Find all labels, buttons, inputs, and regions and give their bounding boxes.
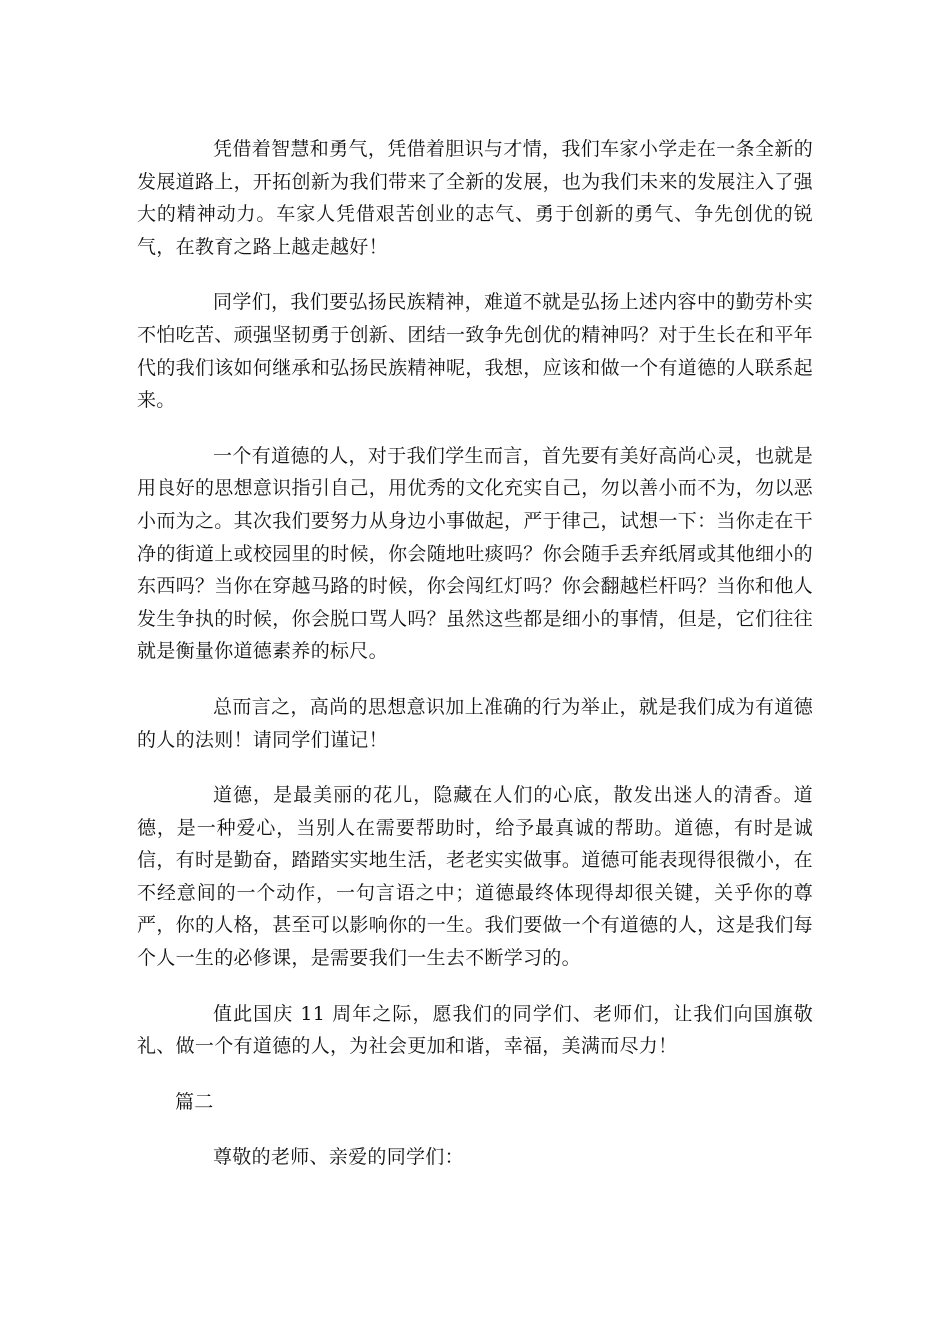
section-heading: 篇二 <box>175 1090 214 1113</box>
paragraph-5: 道德，是最美丽的花儿，隐藏在人们的心底，散发出迷人的清香。道德，是一种爱心，当别人在需要帮助时，给予最真诚的帮助。道德，有时是诚信，有时是勤奋，踏踏实实地生活，老老实实做事。道德可能表现得很微小，在不经意间的一个动作，一句言语之中；道德最终体现得却很关键，关乎你的尊严，你的人格，甚至可以影响你的一生。我们要做一个有道德的人，这是我们每个人一生的必修课，是需要我们一生去不断学习的。 <box>137 784 813 970</box>
paragraph-2: 同学们，我们要弘扬民族精神，难道不就是弘扬上述内容中的勤劳朴实不怕吃苦、顽强坚韧勇于创新、团结一致争先创优的精神吗？对于生长在和平年代的我们该如何继承和弘扬民族精神呢，我想，应该和做一个有道德的人联系起来。 <box>137 291 813 412</box>
paragraph-3: 一个有道德的人，对于我们学生而言，首先要有美好高尚心灵，也就是用良好的思想意识指引自己，用优秀的文化充实自己，勿以善小而不为，勿以恶小而为之。其次我们要努力从身边小事做起，严于律己，试想一下：当你走在干净的街道上或校园里的时候，你会随地吐痰吗？你会随手丢弃纸屑或其他细小的东西吗？当你在穿越马路的时候，你会闯红灯吗？你会翻越栏杆吗？当你和他人发生争执的时候，你会脱口骂人吗？虽然这些都是细小的事情，但是，它们往往就是衡量你道德素养的标尺。 <box>137 444 813 663</box>
document-body <box>137 133 813 1197</box>
paragraph-1: 凭借着智慧和勇气，凭借着胆识与才情，我们车家小学走在一条全新的发展道路上，开拓创新为我们带来了全新的发展，也为我们未来的发展注入了强大的精神动力。车家人凭借艰苦创业的志气、勇于创新的勇气、争先创优的锐气，在教育之路上越走越好！ <box>137 138 813 258</box>
paragraph-4: 总而言之，高尚的思想意识加上准确的行为举止，就是我们成为有道德的人的法则！请同学们谨记！ <box>137 695 813 751</box>
salutation: 尊敬的老师、亲爱的同学们： <box>213 1146 464 1169</box>
paragraph-6: 值此国庆 11 周年之际，愿我们的同学们、老师们，让我们向国旗敬礼、做一个有道德的人，为社会更加和谐，幸福，美满而尽力！ <box>137 1002 813 1058</box>
